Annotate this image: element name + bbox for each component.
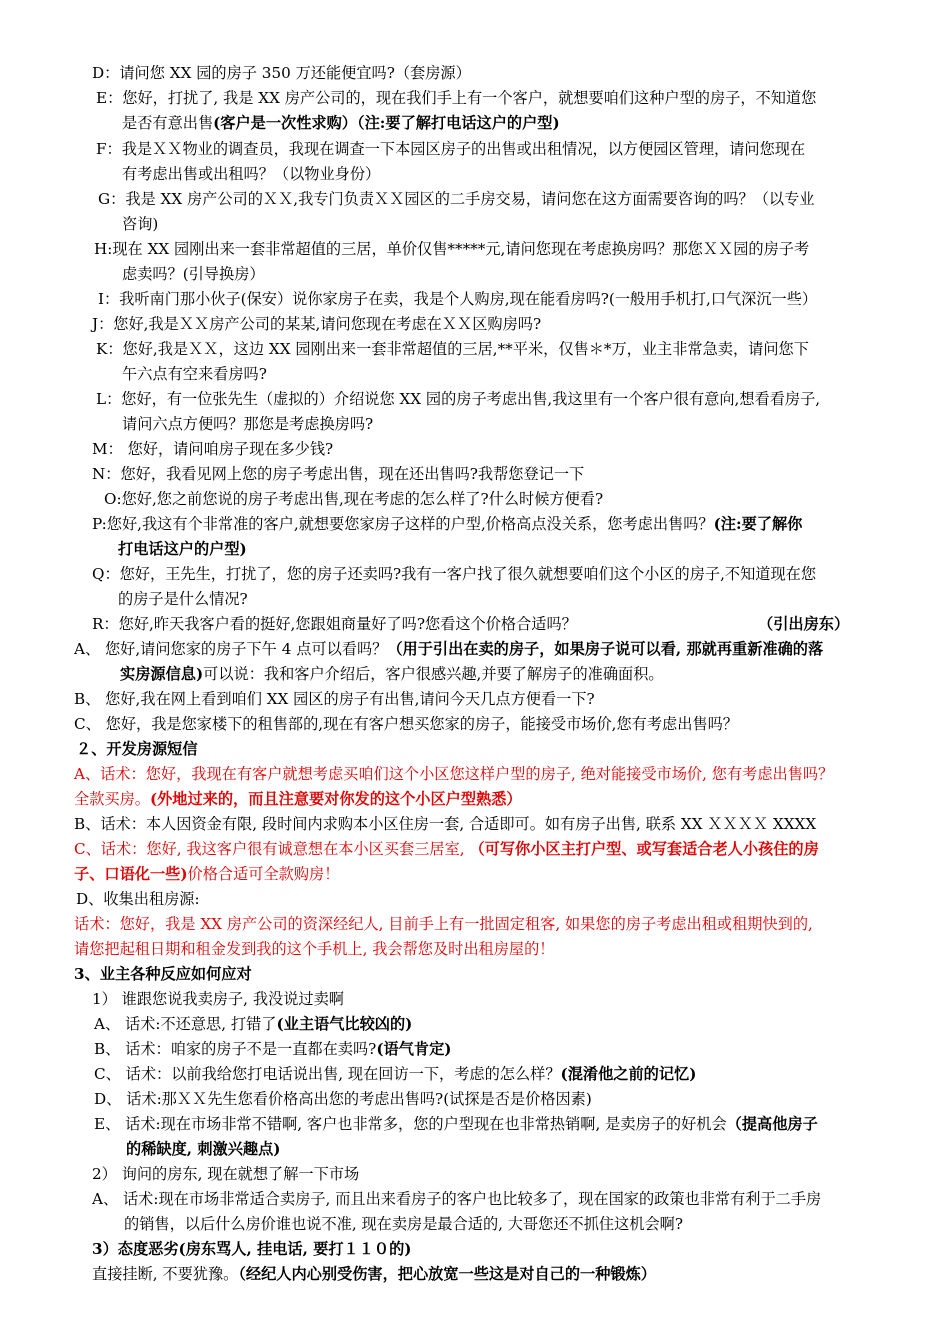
text-line	[126, 1138, 950, 1160]
text-segment: A、话术：您好，我现在有客户就想考虑买咱们这个小区您这样户型的房子, 绝对能接受市场价, 您有考虑出售吗？	[74, 765, 834, 783]
text-segment: D、 话术:那ＸＸ先生您看价格高出您的考虑出售吗?(试探是否是价格因素)	[94, 1090, 592, 1108]
text-segment: D、收集出租房源:	[76, 890, 200, 908]
text-line	[98, 188, 950, 210]
text-line	[120, 663, 950, 685]
text-segment: O:您好,您之前您说的房子考虑出售,现在考虑的怎么样了?什么时候方便看?	[104, 490, 604, 508]
text-line	[98, 288, 950, 310]
text-segment: (客户是一次性求购）（注:要了解打电话这户的户型)	[213, 114, 560, 132]
text-segment: I：我听南门那小伙子(保安）说你家房子在卖，我是个人购房,现在能看房吗?(一般用手机打,口气深沉一些）	[98, 290, 818, 308]
text-segment: 请您把起租日期和租金发到我的这个手机上, 我会帮您及时出租房屋的！	[74, 940, 555, 958]
text-segment: ２、开发房源短信	[76, 740, 198, 758]
text-line	[124, 1213, 950, 1235]
text-segment: A、 话术:不还意思, 打错了	[94, 1015, 277, 1033]
text-line	[74, 813, 950, 835]
text-segment: 的稀缺度, 刺激兴趣点)	[126, 1140, 281, 1158]
text-segment: （引出房东）	[758, 615, 850, 633]
text-segment: (外地过来的，而且注意要对你发的这个小区户型熟悉）	[149, 790, 522, 808]
text-line	[118, 538, 950, 560]
text-segment: B、 话术：咱家的房子不是一直都在卖吗?	[94, 1040, 377, 1058]
text-line	[92, 1238, 950, 1260]
text-line	[94, 1063, 950, 1085]
text-line	[74, 788, 950, 810]
text-segment: 咨询)	[122, 215, 159, 233]
text-segment: (注:要了解你	[713, 515, 803, 533]
text-segment: R：您好,昨天我客户看的挺好,您跟姐商量好了吗?您看这个价格合适吗？	[92, 615, 577, 633]
text-line	[96, 388, 950, 410]
text-line	[76, 888, 950, 910]
text-segment: 3）态度恶劣(房东骂人, 挂电话, 要打１１０的)	[92, 1240, 412, 1258]
text-line	[96, 87, 950, 109]
text-segment: 直接挂断, 不要犹豫。	[92, 1265, 239, 1283]
text-segment: 请问六点方便吗？那您是考虑换房吗?	[122, 415, 374, 433]
text-segment: 的房子是什么情况?	[118, 590, 248, 608]
text-line	[74, 863, 950, 885]
text-segment: D：请问您 XX 园的房子 350 万还能便宜吗?（套房源）	[92, 64, 471, 82]
text-line	[74, 963, 950, 985]
text-line	[92, 1163, 950, 1185]
text-line	[74, 763, 950, 785]
text-segment: J：您好,我是ＸＸ房产公司的某某,请问您现在考虑在ＸＸ区购房吗?	[92, 315, 542, 333]
text-segment: 实房源信息)	[120, 665, 204, 683]
text-segment: （用于引出在卖的房子，如果房子说可以看, 那就再重新准确的落	[387, 640, 824, 658]
text-line	[758, 613, 950, 635]
text-line	[122, 363, 950, 385]
text-segment: 的销售，以后什么房价谁也说不准, 现在卖房是最合适的, 大哥您还不抓住这机会啊?	[124, 1215, 684, 1233]
text-line	[74, 938, 950, 960]
text-segment: K：您好,我是ＸＸ，这边 XX 园刚出来一套非常超值的三居,**平米，仅售＊*万，业主非常急卖，请问您下	[96, 340, 809, 358]
text-segment: N：您好，我看见网上您的房子考虑出售，现在还出售吗?我帮您登记一下	[92, 465, 585, 483]
text-segment: 2） 询问的房东, 现在就想了解一下市场	[92, 1165, 360, 1183]
text-line	[94, 1113, 950, 1135]
text-segment: 价格合适可全款购房！	[187, 865, 340, 883]
text-line	[122, 263, 950, 285]
text-segment: 有考虑出售或出租吗？（以物业身份）	[122, 165, 381, 183]
text-line	[94, 238, 950, 260]
text-segment: A、 话术:现在市场非常适合卖房子, 而且出来看房子的客户也比较多了，现在国家的政策也非常有利于二手房	[92, 1190, 822, 1208]
text-line	[104, 488, 950, 510]
text-line	[118, 588, 950, 610]
text-segment: B、话术：本人因资金有限, 段时间内求购本小区住房一套, 合适即可。如有房子出售, 联系 XX ＸＸＸＸ XXXX	[74, 815, 817, 833]
text-line	[92, 438, 950, 460]
text-segment: （可写你小区主打户型、或写套适合老人小孩住的房	[469, 840, 819, 858]
text-segment: 虑卖吗？(引导换房）	[122, 265, 265, 283]
text-segment: 可以说：我和客户介绍后，客户很感兴趣,并要了解房子的准确面积。	[203, 665, 664, 683]
text-segment: F：我是ＸＸ物业的调查员，我现在调查一下本园区房子的出售或出租情况，以方便园区管理，请问您现在	[96, 140, 806, 158]
text-segment: 午六点有空来看房吗?	[122, 365, 267, 383]
text-segment: E、 话术:现在市场非常不错啊, 客户也非常多，您的户型现在也非常热销啊, 是卖房子的好机会	[94, 1115, 727, 1133]
text-line	[92, 563, 950, 585]
text-segment: C、 您好，我是您家楼下的租售部的,现在有客户想买您家的房子，能接受市场价,您有考虑出售吗？	[74, 715, 738, 733]
text-segment: H:现在 XX 园刚出来一套非常超值的三居，单价仅售*****元,请问您现在考虑换房吗？那您ＸＸ园的房子考	[94, 240, 810, 258]
text-line	[92, 1188, 950, 1210]
text-segment: C、话术：您好, 我这客户很有诚意想在本小区买套三居室,	[74, 840, 470, 858]
text-line	[76, 738, 950, 760]
text-line	[94, 1013, 950, 1035]
text-line	[94, 1038, 950, 1060]
text-line	[74, 713, 950, 735]
text-segment: P:您好,我这有个非常准的客户,就想要您家房子这样的户型,价格高点没关系，您考虑出售吗？	[92, 515, 714, 533]
text-line	[74, 838, 950, 860]
text-segment: C、 话术：以前我给您打电话说出售, 现在回访一下，考虑的怎么样？	[94, 1065, 561, 1083]
text-segment: 话术：您好，我是 XX 房产公司的资深经纪人, 目前手上有一批固定租客, 如果您的房子考虑出租或租期快到的,	[74, 915, 813, 933]
text-line	[92, 463, 950, 485]
text-segment: 打电话这户的户型)	[118, 540, 247, 558]
text-line	[94, 1088, 950, 1110]
text-segment: （经纪人内心别受伤害，把心放宽一些这是对自己的一种锻炼）	[238, 1265, 656, 1283]
text-line	[92, 513, 950, 535]
text-line	[122, 112, 950, 134]
text-line	[74, 638, 950, 660]
text-segment: 是否有意出售	[122, 114, 214, 132]
text-segment: B、 您好,我在网上看到咱们 XX 园区的房子有出售,请问今天几点方便看一下?	[74, 690, 595, 708]
text-segment: （提高他房子	[726, 1115, 818, 1133]
text-line	[92, 62, 950, 84]
text-segment: Q：您好，王先生，打扰了，您的房子还卖吗?我有一客户找了很久就想要咱们这个小区的房子,不知道现在您	[92, 565, 817, 583]
text-line	[122, 213, 950, 235]
text-segment: E：您好，打扰了, 我是 XX 房产公司的，现在我们手上有一个客户，就想要咱们这种户型的房子，不知道您	[96, 89, 817, 107]
text-line	[96, 338, 950, 360]
text-line	[92, 313, 950, 335]
text-segment: (语气肯定)	[376, 1040, 452, 1058]
text-segment: (业主语气比较凶的)	[276, 1015, 413, 1033]
text-line	[122, 163, 950, 185]
text-segment: 全款买房。	[74, 790, 150, 808]
text-line	[122, 413, 950, 435]
text-segment: 3、业主各种反应如何应对	[74, 965, 252, 983]
text-segment: A、 您好,请问您家的房子下午 4 点可以看吗？	[74, 640, 388, 658]
text-segment: 1） 谁跟您说我卖房子, 我没说过卖啊	[92, 990, 344, 1008]
text-line	[74, 688, 950, 710]
text-segment: 子、口语化一些)	[74, 865, 188, 883]
text-segment: M： 您好，请问咱房子现在多少钱?	[92, 440, 334, 458]
text-line	[92, 988, 950, 1010]
text-line	[74, 913, 950, 935]
text-segment: (混淆他之前的记忆)	[560, 1065, 697, 1083]
text-line	[96, 138, 950, 160]
text-line	[92, 1263, 950, 1285]
text-segment: G：我是 XX 房产公司的ＸＸ,我专门负责ＸＸ园区的二手房交易，请问您在这方面需要咨询的吗？（以专业	[98, 190, 815, 208]
text-segment: L：您好，有一位张先生（虚拟的）介绍说您 XX 园的房子考虑出售,我这里有一个客户很有意向,想看看房子,	[96, 390, 821, 408]
